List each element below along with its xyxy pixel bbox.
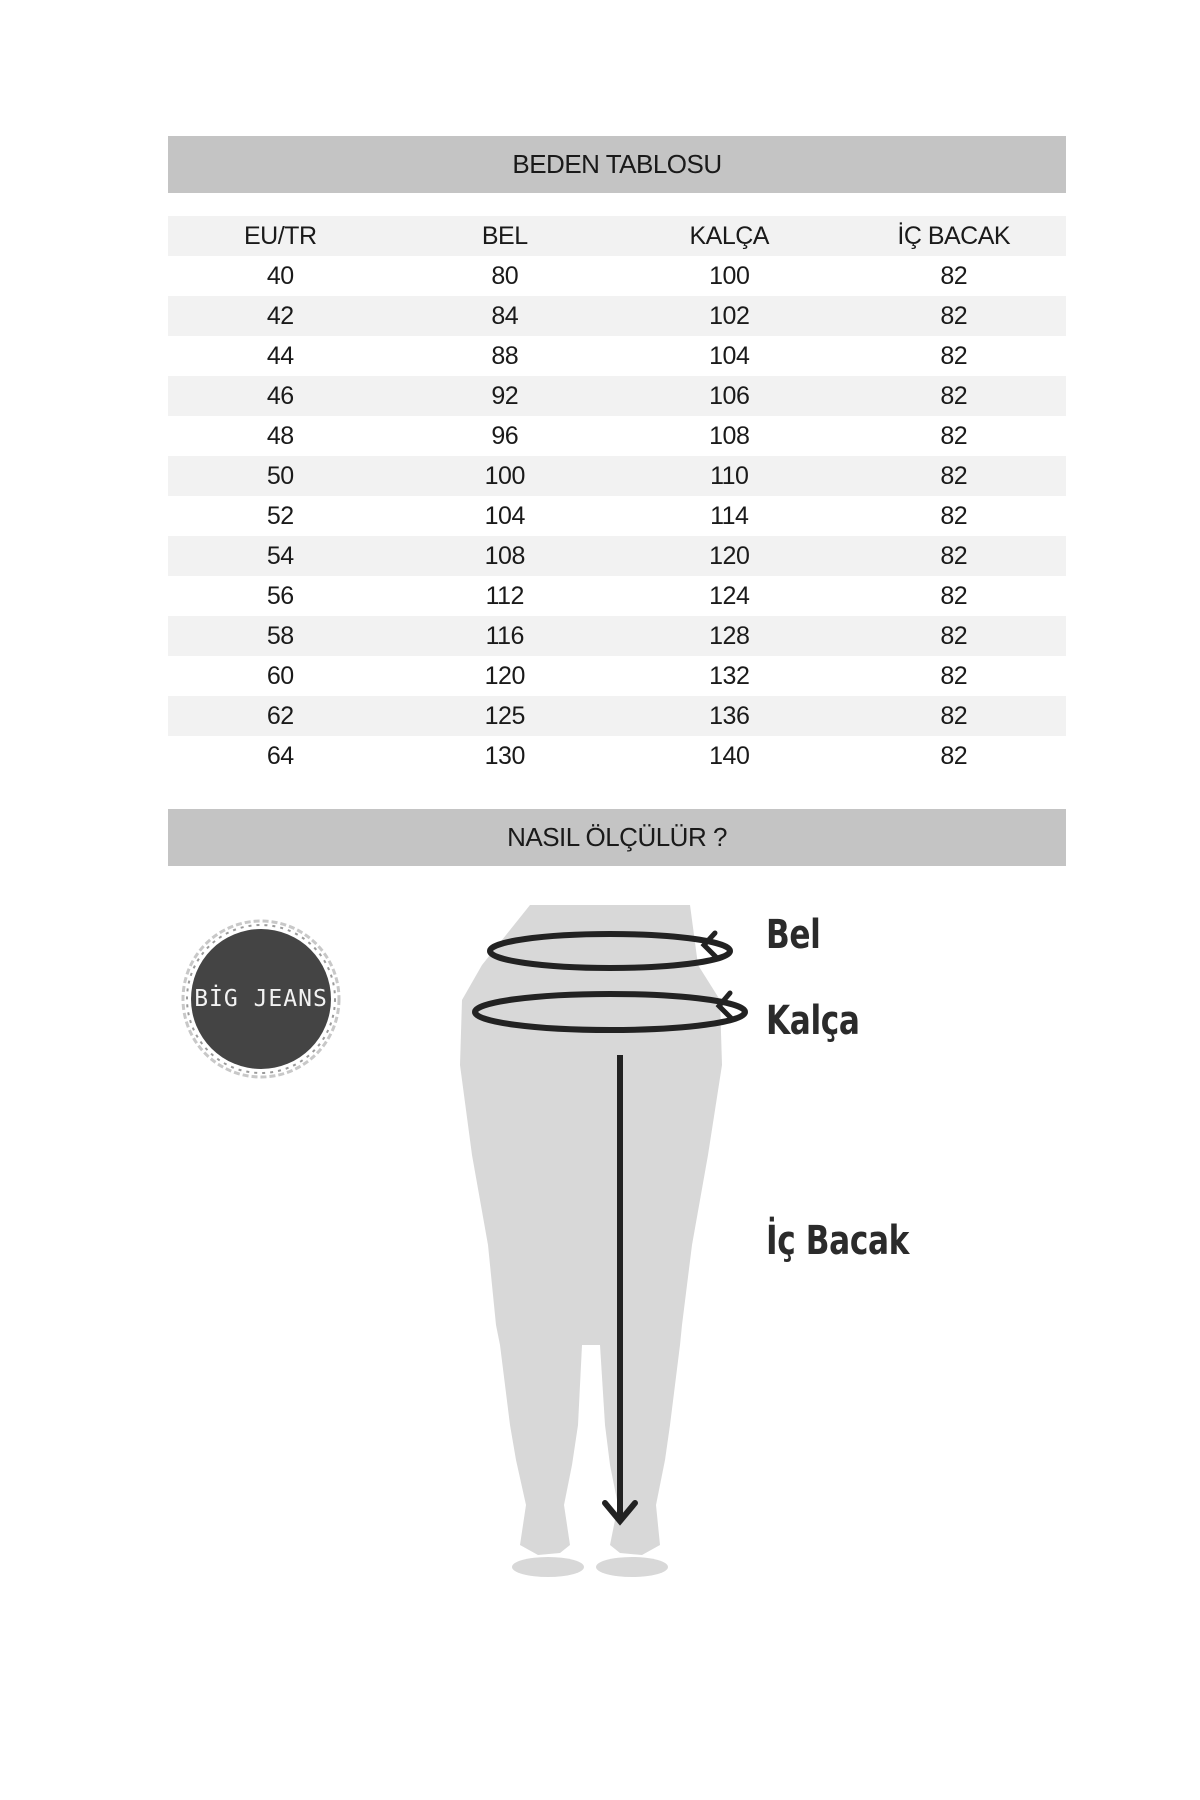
inseam-cell: 82: [940, 381, 968, 410]
waist-cell: 84: [491, 301, 519, 330]
table-row: [168, 696, 1066, 736]
inseam-cell: 82: [940, 661, 968, 690]
how-to-measure-title-band: [168, 809, 1066, 866]
waist-cell: 88: [491, 341, 519, 370]
table-row: [168, 616, 1066, 656]
hip-cell: 132: [709, 661, 750, 690]
size-chart-table: [168, 216, 1066, 776]
size-cell: 62: [266, 701, 294, 730]
waist-cell: 80: [491, 261, 519, 290]
hip-cell: 140: [709, 741, 750, 770]
legs-silhouette: [460, 905, 722, 1577]
table-row: [168, 656, 1066, 696]
table-row: [168, 256, 1066, 296]
inseam-label: İç Bacak: [766, 1218, 909, 1264]
table-row: [168, 736, 1066, 776]
waist-cell: 120: [484, 661, 525, 690]
table-row: [168, 576, 1066, 616]
size-cell: 46: [266, 381, 294, 410]
how-to-measure-title: NASIL ÖLÇÜLÜR ?: [507, 822, 727, 852]
inseam-cell: 82: [940, 581, 968, 610]
size-chart-body: [168, 256, 1066, 776]
inseam-cell: 82: [940, 301, 968, 330]
hip-cell: 108: [709, 421, 750, 450]
table-row: [168, 416, 1066, 456]
hip-cell: 106: [709, 381, 750, 410]
hip-cell: 120: [709, 541, 750, 570]
inseam-cell: 82: [940, 261, 968, 290]
waist-cell: 125: [484, 701, 525, 730]
table-row: [168, 456, 1066, 496]
waist-cell: 130: [484, 741, 525, 770]
waist-cell: 108: [484, 541, 525, 570]
size-chart-title: BEDEN TABLOSU: [512, 149, 722, 179]
inseam-cell: 82: [940, 541, 968, 570]
waist-cell: 92: [491, 381, 519, 410]
column-header-inseam: İÇ BACAK: [897, 221, 1011, 250]
table-row: [168, 376, 1066, 416]
waist-cell: 100: [484, 461, 525, 490]
hip-cell: 136: [709, 701, 750, 730]
table-row: [168, 496, 1066, 536]
hip-cell: 100: [709, 261, 750, 290]
size-cell: 56: [266, 581, 294, 610]
size-cell: 42: [266, 301, 294, 330]
inseam-cell: 82: [940, 741, 968, 770]
column-header-size: EU/TR: [244, 221, 317, 250]
inseam-cell: 82: [940, 421, 968, 450]
waist-cell: 116: [485, 621, 524, 650]
waist-cell: 96: [491, 421, 519, 450]
hip-cell: 124: [709, 581, 750, 610]
column-header-waist: BEL: [481, 221, 528, 250]
size-cell: 44: [266, 341, 294, 370]
size-chart-header-row: [168, 216, 1066, 256]
hip-cell: 128: [709, 621, 750, 650]
column-header-hip: KALÇA: [689, 221, 769, 250]
hip-cell: 114: [710, 501, 749, 530]
waist-cell: 112: [485, 581, 524, 610]
size-cell: 52: [266, 501, 294, 530]
size-cell: 48: [266, 421, 294, 450]
brand-logo-text: BİG JEANS: [194, 986, 328, 1012]
hip-label: Kalça: [766, 998, 860, 1044]
hip-cell: 104: [709, 341, 750, 370]
inseam-cell: 82: [940, 461, 968, 490]
table-row: [168, 536, 1066, 576]
hip-cell: 102: [709, 301, 750, 330]
size-cell: 50: [266, 461, 294, 490]
inseam-cell: 82: [940, 501, 968, 530]
size-chart-title-band: [168, 136, 1066, 193]
size-cell: 40: [266, 261, 294, 290]
size-cell: 60: [266, 661, 294, 690]
inseam-cell: 82: [940, 341, 968, 370]
waist-cell: 104: [484, 501, 525, 530]
hip-cell: 110: [710, 461, 749, 490]
waist-label: Bel: [766, 912, 821, 958]
size-cell: 64: [266, 741, 294, 770]
table-row: [168, 336, 1066, 376]
size-cell: 58: [266, 621, 294, 650]
inseam-cell: 82: [940, 621, 968, 650]
table-row: [168, 296, 1066, 336]
size-cell: 54: [266, 541, 294, 570]
brand-logo: [180, 918, 342, 1080]
inseam-cell: 82: [940, 701, 968, 730]
